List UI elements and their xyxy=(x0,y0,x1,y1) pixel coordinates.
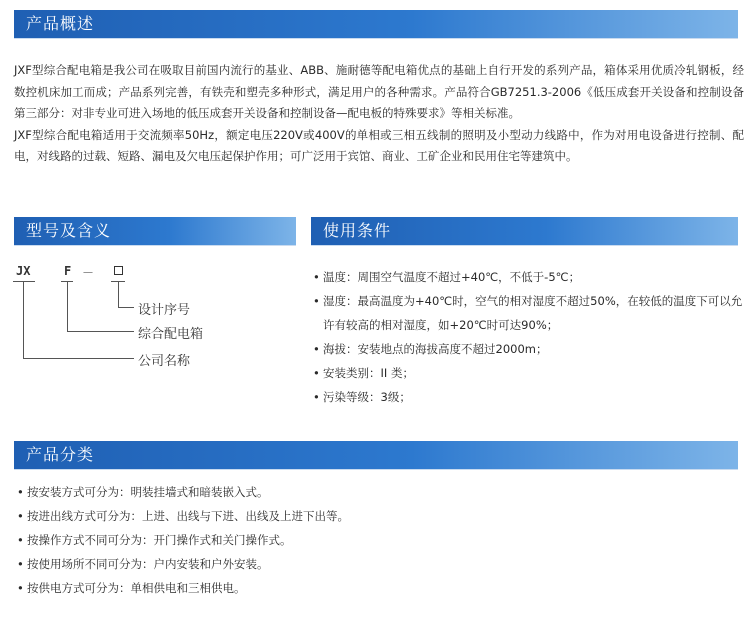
classification-operation: • 按操作方式不同可分为：开门操作式和关门操作式。 xyxy=(17,528,737,552)
overview-paragraph-2: JXF型综合配电箱适用于交流频率50Hz，额定电压220V或400V的单相或三相五线制的照明及小型动力线路中，作为对用电设备进行控制、配电，对线路的过载、短路、漏电及欠电压起保护作用；可广泛用于宾馆、商业、工矿企业和民用住宅等建筑中。 xyxy=(14,127,744,163)
condition-pollution-level: • 污染等级：3级； xyxy=(313,385,745,409)
model-code-box xyxy=(114,266,123,275)
model-code-dash: － xyxy=(82,266,95,280)
classification-wiring: • 按进出线方式可分为：上进、出线与下进、出线及上进下出等。 xyxy=(17,504,737,528)
overview-paragraph-1: JXF型综合配电箱是我公司在吸取目前国内流行的基业、ABB、施耐德等配电箱优点的基础上自行开发的系列产品，箱体采用优质冷轧钢板，经数控机床加工而成；产品系列完善，有铁壳和塑壳多种形式，满足用户的各种需求。产品符合GB7251.3-2006《低压成套开关设备和控制设备第三部分：对非专业可进入场地的低压成套开关设备和控制设备—配电板的特殊要求》等相关标准。 xyxy=(14,63,744,120)
underline-jx xyxy=(13,281,35,282)
conditions-list xyxy=(313,265,745,409)
leader-vert-3 xyxy=(23,281,24,358)
classification-power: • 按供电方式可分为：单相供电和三相供电。 xyxy=(17,576,737,600)
model-header: 型号及含义 xyxy=(14,217,296,245)
overview-header: 产品概述 xyxy=(14,10,738,38)
leader-horz-1 xyxy=(118,307,134,308)
leader-vert-2 xyxy=(67,281,68,331)
model-label-design-number: 设计序号 xyxy=(138,303,191,318)
model-label-distribution-box: 综合配电箱 xyxy=(138,327,204,342)
classification-location: • 按使用场所不同可分为：户内安装和户外安装。 xyxy=(17,552,737,576)
condition-humidity: • 湿度：最高温度为+40℃时，空气的相对湿度不超过50%，在较低的温度下可以允许有较高的相对湿度，如+20℃时可达90%； xyxy=(313,289,745,337)
classification-header: 产品分类 xyxy=(14,441,738,469)
condition-install-category: • 安装类别：II 类； xyxy=(313,361,745,385)
condition-temperature: • 温度：周围空气温度不超过+40℃，不低于-5℃； xyxy=(313,265,745,289)
condition-altitude: • 海拔：安装地点的海拔高度不超过2000m； xyxy=(313,337,745,361)
leader-vert-1 xyxy=(118,281,119,307)
model-code-f: F xyxy=(64,264,72,278)
classification-install: • 按安装方式可分为：明装挂墙式和暗装嵌入式。 xyxy=(17,480,737,504)
model-label-company-name: 公司名称 xyxy=(138,354,191,369)
leader-horz-2 xyxy=(67,331,134,332)
leader-horz-3 xyxy=(23,358,134,359)
model-code-jx: JX xyxy=(16,264,31,278)
model-diagram xyxy=(0,0,300,420)
classification-list xyxy=(17,480,737,600)
conditions-header: 使用条件 xyxy=(311,217,738,245)
